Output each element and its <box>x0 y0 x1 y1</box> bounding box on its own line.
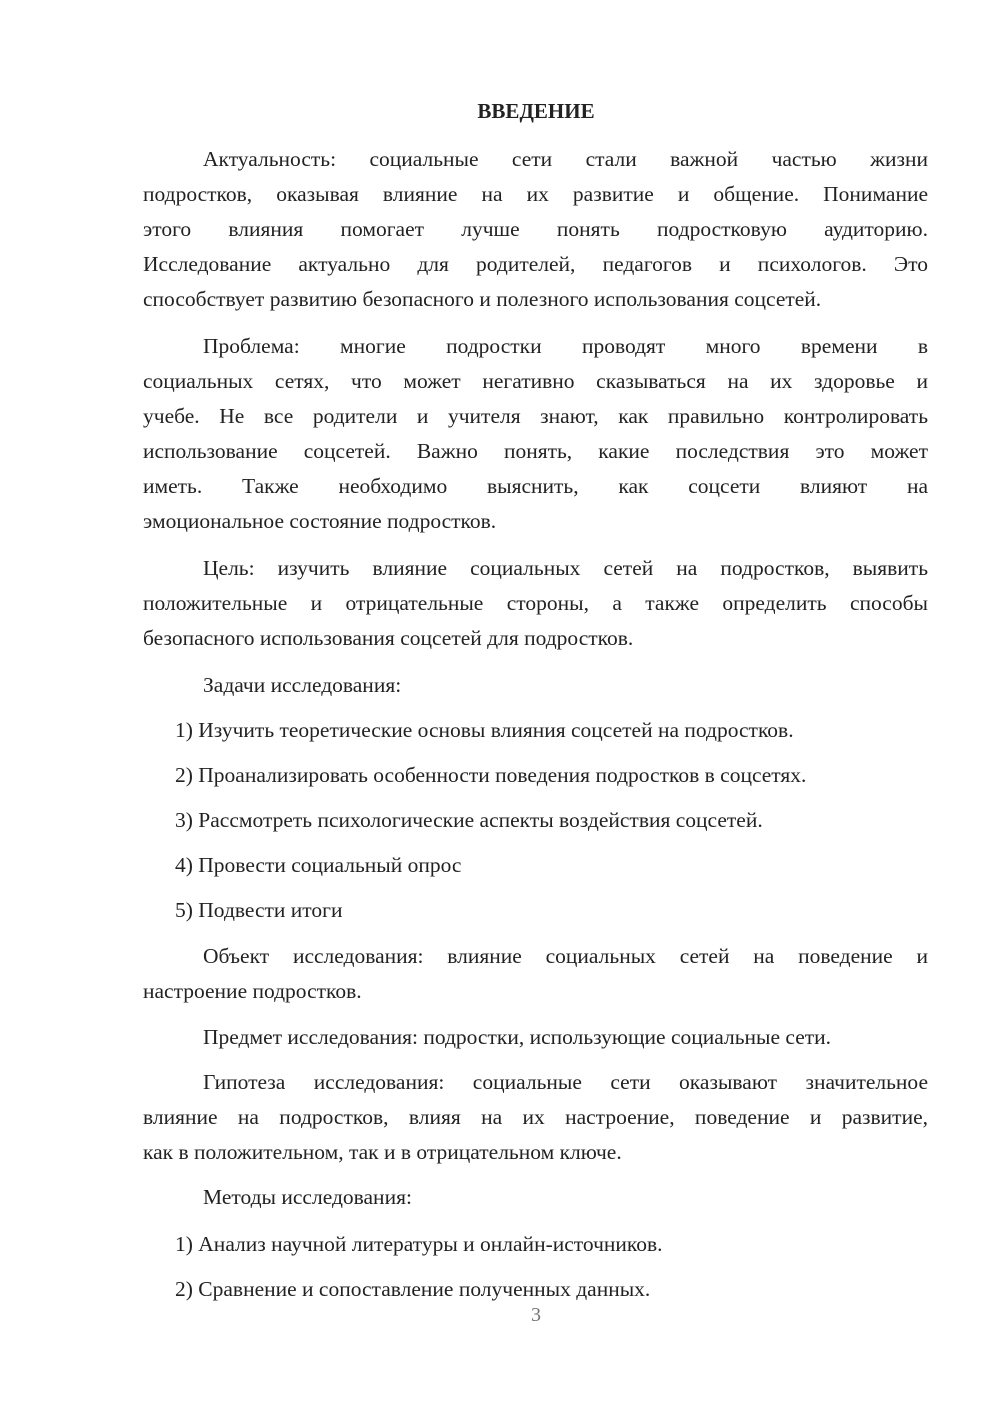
text-line: Исследование актуально для родителей, педагогов и психологов. Это <box>143 252 928 276</box>
text-line: способствует развитию безопасного и полезного использования соцсетей. <box>143 287 822 311</box>
methods-heading <box>143 1180 928 1215</box>
method-item <box>143 1227 928 1262</box>
text-line: Объект исследования: влияние социальных сетей на поведение и <box>203 944 928 968</box>
page-title: ВВЕДЕНИЕ <box>477 99 595 123</box>
text-line: этого влияния помогает лучше понять подростковую аудиторию. <box>143 217 928 241</box>
text-line: 2) Проанализировать особенности поведения подростков в соцсетях. <box>175 763 807 787</box>
text-line: 1) Изучить теоретические основы влияния соцсетей на подростков. <box>175 718 794 742</box>
text-line: Предмет исследования: подростки, использующие социальные сети. <box>203 1025 832 1049</box>
text-line: эмоциональное состояние подростков. <box>143 509 497 533</box>
subject-paragraph <box>143 1020 928 1055</box>
text-line: иметь. Также необходимо выяснить, как соцсети влияют на <box>143 474 928 498</box>
task-item <box>143 758 928 793</box>
task-item <box>143 848 928 883</box>
text-line: использование соцсетей. Важно понять, какие последствия это может <box>143 439 928 463</box>
hypothesis-paragraph <box>143 1065 928 1170</box>
text-line: подростков, оказывая влияние на их развитие и общение. Понимание <box>143 182 928 206</box>
text-line: Методы исследования: <box>203 1185 412 1209</box>
text-line: 4) Провести социальный опрос <box>175 853 462 877</box>
text-line: Проблема: многие подростки проводят много времени в <box>203 334 928 358</box>
task-item <box>143 803 928 838</box>
text-line: положительные и отрицательные стороны, а также определить способы <box>143 591 928 615</box>
text-line: 2) Сравнение и сопоставление полученных данных. <box>175 1277 651 1301</box>
text-line: Цель: изучить влияние социальных сетей на подростков, выявить <box>203 556 928 580</box>
task-item <box>143 893 928 928</box>
text-line: как в положительном, так и в отрицательном ключе. <box>143 1140 622 1164</box>
text-line: Гипотеза исследования: социальные сети оказывают значительное <box>203 1070 928 1094</box>
text-line: Задачи исследования: <box>203 673 402 697</box>
text-line: 1) Анализ научной литературы и онлайн-источников. <box>175 1232 663 1256</box>
goal-paragraph <box>143 551 928 656</box>
text-line: влияние на подростков, влияя на их настроение, поведение и развитие, <box>143 1105 928 1129</box>
page-number: 3 <box>531 1304 541 1326</box>
task-item <box>143 713 928 748</box>
text-line: 5) Подвести итоги <box>175 898 343 922</box>
tasks-heading <box>143 668 928 703</box>
text-line: учебе. Не все родители и учителя знают, как правильно контролировать <box>143 404 928 428</box>
problem-paragraph <box>143 329 928 539</box>
text-line: настроение подростков. <box>143 979 362 1003</box>
relevance-paragraph <box>143 142 928 317</box>
method-item <box>143 1272 928 1307</box>
text-line: социальных сетях, что может негативно сказываться на их здоровье и <box>143 369 928 393</box>
text-line: Актуальность: социальные сети стали важной частью жизни <box>203 147 928 171</box>
text-line: безопасного использования соцсетей для подростков. <box>143 626 634 650</box>
text-line: 3) Рассмотреть психологические аспекты воздействия соцсетей. <box>175 808 763 832</box>
object-paragraph <box>143 939 928 1009</box>
